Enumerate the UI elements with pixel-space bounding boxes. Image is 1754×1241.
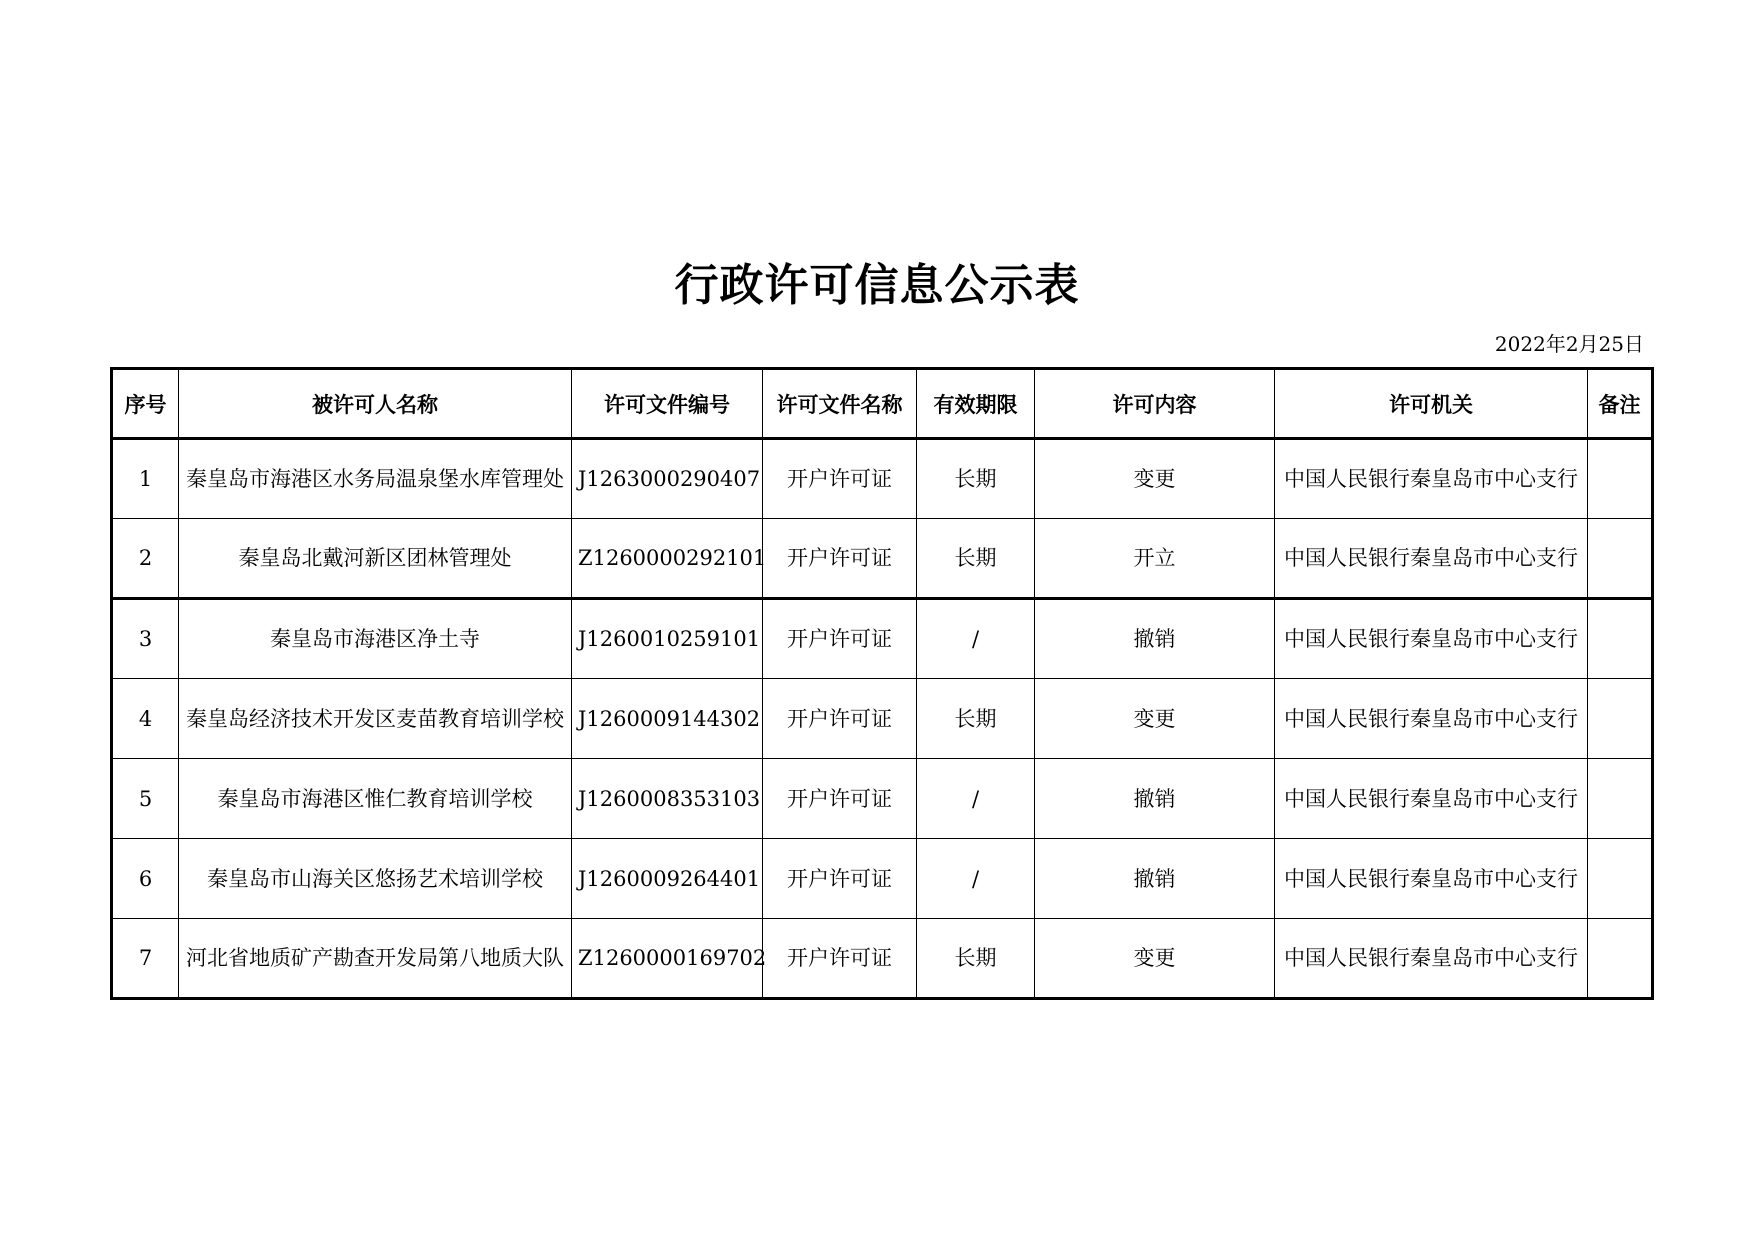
cell-document-name: 开户许可证 xyxy=(763,439,917,519)
cell-permit-content: 撤销 xyxy=(1035,839,1275,919)
cell-document-name: 开户许可证 xyxy=(763,519,917,599)
cell-licensee-name: 秦皇岛北戴河新区团林管理处 xyxy=(179,519,572,599)
cell-licensee-name: 河北省地质矿产勘查开发局第八地质大队 xyxy=(179,919,572,999)
cell-authority: 中国人民银行秦皇岛市中心支行 xyxy=(1275,919,1588,999)
cell-document-number: J1260009264401 xyxy=(572,839,763,919)
table-header-row xyxy=(112,369,1653,439)
cell-validity: 长期 xyxy=(917,679,1035,759)
cell-remarks xyxy=(1588,919,1653,999)
cell-validity: 长期 xyxy=(917,519,1035,599)
cell-permit-content: 变更 xyxy=(1035,919,1275,999)
cell-authority: 中国人民银行秦皇岛市中心支行 xyxy=(1275,439,1588,519)
cell-validity: / xyxy=(917,839,1035,919)
table-row xyxy=(112,439,1653,519)
cell-document-number: Z1260000169702 xyxy=(572,919,763,999)
cell-remarks xyxy=(1588,599,1653,679)
cell-index: 2 xyxy=(112,519,179,599)
cell-permit-content: 撤销 xyxy=(1035,759,1275,839)
cell-index: 4 xyxy=(112,679,179,759)
table-row xyxy=(112,519,1653,599)
permit-table xyxy=(110,367,1654,1000)
cell-remarks xyxy=(1588,679,1653,759)
cell-document-number: J1263000290407 xyxy=(572,439,763,519)
cell-index: 3 xyxy=(112,599,179,679)
cell-permit-content: 开立 xyxy=(1035,519,1275,599)
cell-remarks xyxy=(1588,519,1653,599)
cell-index: 6 xyxy=(112,839,179,919)
table-row xyxy=(112,839,1653,919)
cell-permit-content: 变更 xyxy=(1035,679,1275,759)
cell-document-number: Z1260000292101 xyxy=(572,519,763,599)
cell-validity: 长期 xyxy=(917,919,1035,999)
header-permit-content: 许可内容 xyxy=(1035,369,1275,439)
header-index: 序号 xyxy=(112,369,179,439)
cell-authority: 中国人民银行秦皇岛市中心支行 xyxy=(1275,599,1588,679)
cell-authority: 中国人民银行秦皇岛市中心支行 xyxy=(1275,519,1588,599)
cell-licensee-name: 秦皇岛市山海关区悠扬艺术培训学校 xyxy=(179,839,572,919)
cell-validity: / xyxy=(917,599,1035,679)
cell-validity: / xyxy=(917,759,1035,839)
cell-document-name: 开户许可证 xyxy=(763,759,917,839)
cell-validity: 长期 xyxy=(917,439,1035,519)
publication-date: 2022年2月25日 xyxy=(1494,332,1644,356)
cell-licensee-name: 秦皇岛市海港区水务局温泉堡水库管理处 xyxy=(179,439,572,519)
page-title: 行政许可信息公示表 xyxy=(674,260,1080,311)
cell-remarks xyxy=(1588,759,1653,839)
cell-licensee-name: 秦皇岛市海港区净土寺 xyxy=(179,599,572,679)
header-document-number: 许可文件编号 xyxy=(572,369,763,439)
cell-authority: 中国人民银行秦皇岛市中心支行 xyxy=(1275,759,1588,839)
table-row xyxy=(112,759,1653,839)
cell-licensee-name: 秦皇岛市海港区惟仁教育培训学校 xyxy=(179,759,572,839)
cell-document-name: 开户许可证 xyxy=(763,839,917,919)
cell-document-number: J1260010259101 xyxy=(572,599,763,679)
cell-licensee-name: 秦皇岛经济技术开发区麦苗教育培训学校 xyxy=(179,679,572,759)
cell-authority: 中国人民银行秦皇岛市中心支行 xyxy=(1275,679,1588,759)
cell-permit-content: 变更 xyxy=(1035,439,1275,519)
table-row xyxy=(112,679,1653,759)
cell-document-number: J1260008353103 xyxy=(572,759,763,839)
header-licensee-name: 被许可人名称 xyxy=(179,369,572,439)
header-authority: 许可机关 xyxy=(1275,369,1588,439)
cell-index: 7 xyxy=(112,919,179,999)
cell-document-name: 开户许可证 xyxy=(763,679,917,759)
cell-document-name: 开户许可证 xyxy=(763,919,917,999)
cell-remarks xyxy=(1588,839,1653,919)
header-validity: 有效期限 xyxy=(917,369,1035,439)
cell-remarks xyxy=(1588,439,1653,519)
cell-permit-content: 撤销 xyxy=(1035,599,1275,679)
table-row xyxy=(112,919,1653,999)
header-remarks: 备注 xyxy=(1588,369,1653,439)
cell-index: 1 xyxy=(112,439,179,519)
cell-index: 5 xyxy=(112,759,179,839)
cell-document-number: J1260009144302 xyxy=(572,679,763,759)
cell-authority: 中国人民银行秦皇岛市中心支行 xyxy=(1275,839,1588,919)
table-row xyxy=(112,599,1653,679)
header-document-name: 许可文件名称 xyxy=(763,369,917,439)
cell-document-name: 开户许可证 xyxy=(763,599,917,679)
